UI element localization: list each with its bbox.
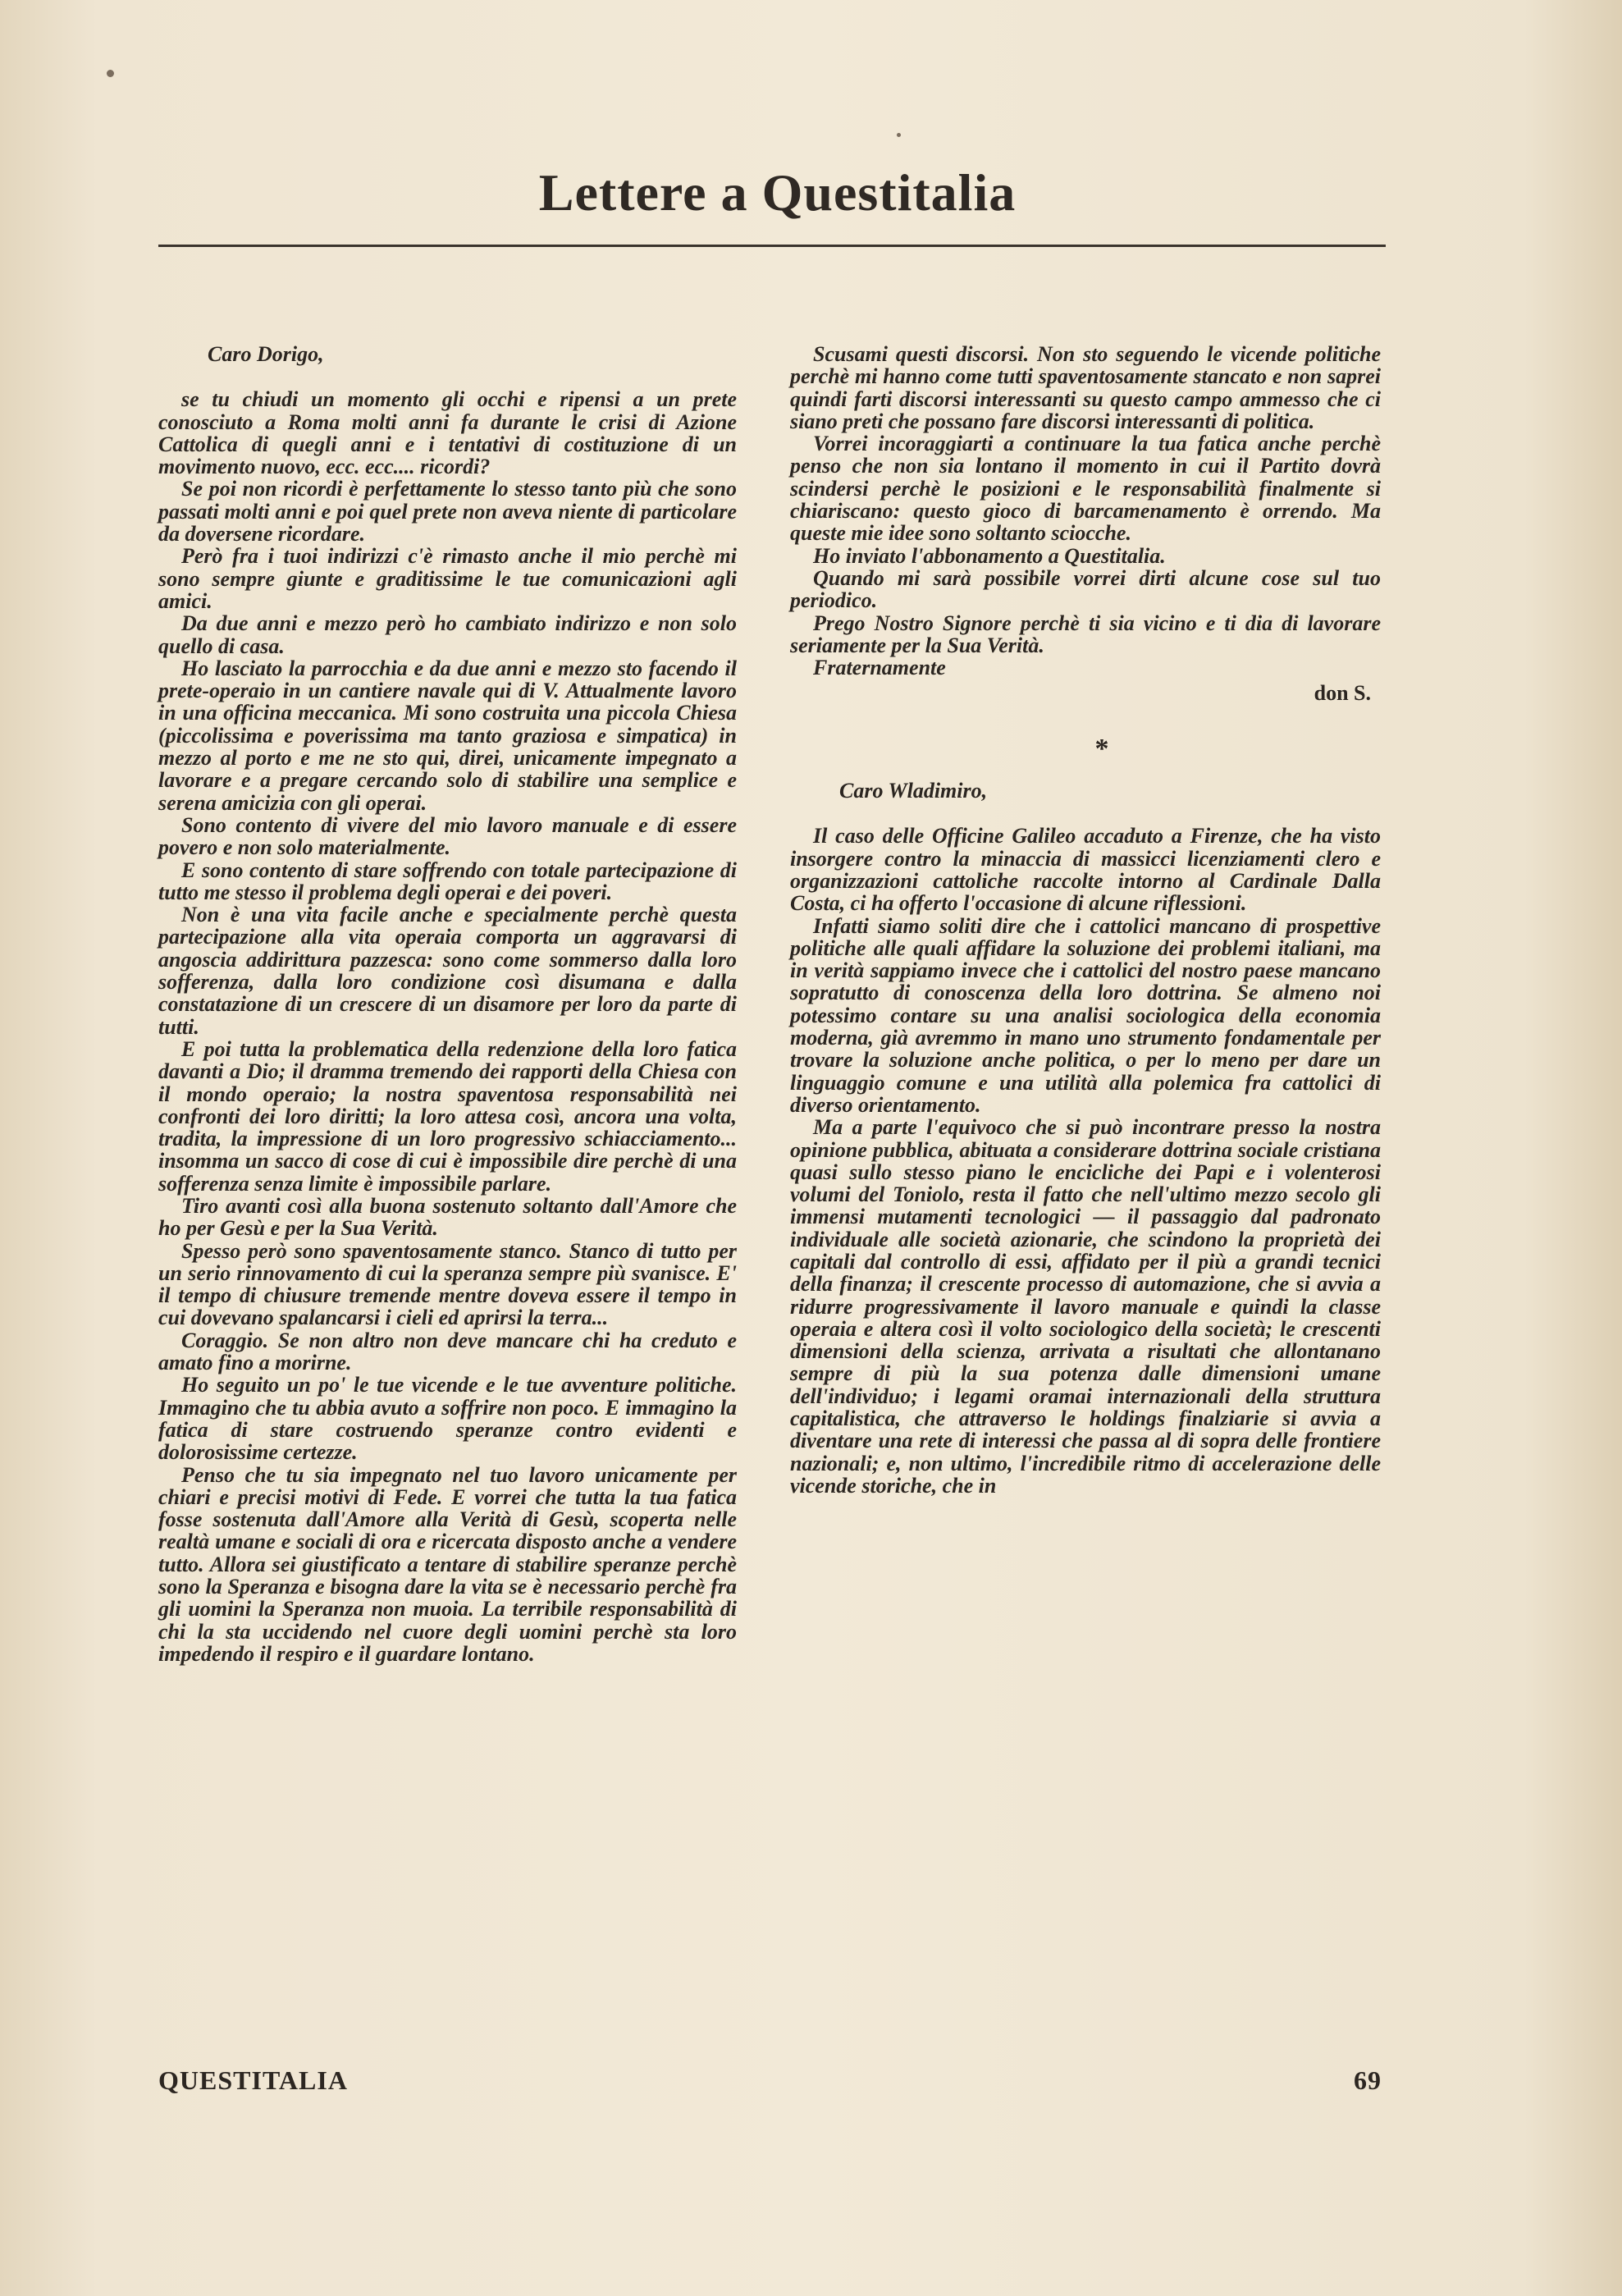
letter-2-paragraph: Il caso delle Officine Galileo accaduto a Firenze, che ha visto insorgere contro la minaccia di massicci licenziamenti clero e organizzazioni cattoliche raccolte intorno al Cardinale Dalla Costa, ci ha offerto l'occasione di alcune riflessioni. [790, 824, 1381, 916]
letter-1-paragraph: Tiro avanti così alla buona sostenuto soltanto dall'Amore che ho per Gesù e per la Sua Verità. [158, 1193, 737, 1241]
letter-1-paragraph: Però fra i tuoi indirizzi c'è rimasto anche il mio perchè mi sono sempre giunte e graditissime le tue comunicazioni agli amici. [158, 544, 737, 613]
letter-1-paragraph: Da due anni e mezzo però ho cambiato indirizzo e non solo quello di casa. [158, 611, 737, 658]
right-column [790, 343, 1381, 1497]
letter-1-paragraph: Scusami questi discorsi. Non sto seguendo le vicende politiche perchè mi hanno come tutti spaventosamente stancato e non saprei quindi farti discorsi interessanti su questo campo ammesso che ci siano preti che possano fare discorsi interessanti di politica. [790, 342, 1381, 433]
letter-1-paragraph: Non è una vita facile anche e specialmente perchè questa partecipazione alla vita operaia comporta un aggravarsi di angoscia addirittura pazzesca: sono come sommerso dalla loro sofferenza, dalla loro condizione così disumana e dalla constatazione di un crescere di un disamore per loro da parte di tutti. [158, 903, 737, 1039]
letter-1-paragraph: Ho inviato l'abbonamento a Questitalia. [813, 543, 1166, 568]
footer-page-number: 69 [1354, 2065, 1382, 2095]
letter-1-paragraph: Coraggio. Se non altro non deve mancare chi ha creduto e amato fino a morirne. [158, 1328, 737, 1375]
letter-2-paragraph: Infatti siamo soliti dire che i cattolici mancano di prospettive politiche alle quali affidare la soluzione dei problemi italiani, ma in verità sappiamo invece che i cattolici del nostro paese mancano sopratutto di conoscenza della loro dottrina. Se almeno noi potessimo contare su una analisi sociologica della economia moderna, già avremmo in mano uno strumento fondamentale per trovare la soluzione anche politica, o per lo meno per dare un linguaggio comune e una utilità alla polemica fra cattolici di diverso orientamento. [790, 913, 1381, 1117]
letter-1-closing: Fraternamente [813, 656, 946, 680]
letter-1-salutation: Caro Dorigo, [208, 342, 324, 366]
letter-1-paragraph: Ho lasciato la parrocchia e da due anni e mezzo sto facendo il prete-operaio in un cantiere navale qui di V. Attualmente lavoro in una officina meccanica. Mi sono costruita una piccola Chiesa (piccolissima e poverissima ma tanto graziosa e simpatica) in mezzo al porto e me ne sto qui, direi, unicamente impegnato a lavorare e a pregare cercando solo di stabilire una semplice e serena amicizia con gli operai. [158, 656, 737, 815]
page-title: Lettere a Questitalia [538, 163, 1017, 222]
letter-1-paragraph: se tu chiudi un momento gli occhi e ripensi a un prete conosciuto a Roma molti anni fa durante le crisi di Azione Cattolica di quegli anni e i tentativi di costituzione di un movimento nuovo, ecc. ecc.... ricordi? [158, 387, 737, 479]
letter-1-paragraph: Se poi non ricordi è perfettamente lo stesso tanto più che sono passati molti anni e poi quel prete non aveva niente di particolare da doversene ricordare. [158, 477, 737, 547]
paper-speck [107, 70, 114, 77]
title-rule [158, 245, 1386, 247]
letter-1-signature: don S. [1314, 681, 1371, 706]
section-separator: * [1094, 733, 1109, 764]
letter-1-paragraph: Sono contento di vivere del mio lavoro manuale e di essere povero e non solo materialmente. [158, 812, 737, 860]
letter-1-paragraph: E sono contento di stare soffrendo con totale partecipazione di tutto me stesso il problema degli operai e dei poveri. [158, 858, 737, 904]
letter-1-paragraph: Vorrei incoraggiarti a continuare la tua fatica anche perchè penso che non sia lontano il momento in cui il Partito dovrà scindersi perchè le posizioni e le responsabilità finalmente si chiariscano: questo gioco di barcamenamento è orrendo. Ma queste mie idee sono soltanto sciocche. [790, 432, 1381, 546]
letter-1-paragraph: Ho seguito un po' le tue vicende e le tue avventure politiche. Immagino che tu abbia avuto a soffrire non poco. E immagino la fatica di stare costruendo speranze contro evidenti e dolorosissime certezze. [158, 1373, 737, 1465]
letter-1-paragraph: Spesso però sono spaventosamente stanco. Stanco di tutto per un serio rinnovamento di cui la speranza sempre più svanisce. E' il tempo di chiusure tremende mentre doveva essere il tempo in cui dovevano spalancarsi i cieli ed aprirsi la terra... [158, 1238, 737, 1330]
letter-1-paragraph: E poi tutta la problematica della redenzione della loro fatica davanti a Dio; il dramma tremendo dei rapporti della Chiesa con il mondo operaio; la nostra spaventosa responsabilità nei confronti dei loro diritti; la loro attesa così, ancora una volta, tradita, la impressione di un loro progressivo schiacciamento... insomma un sacco di cose di cui è impossibile dire perchè di una sofferenza senza limite è impossibile parlare. [158, 1036, 737, 1196]
letter-1-paragraph: Penso che tu sia impegnato nel tuo lavoro unicamente per chiari e precisi motivi di Fede. E vorrei che tutta la tua fatica fosse sostenuta dall'Amore alla Verità di Gesù, scoperta nelle realtà umane e sociali di ora e ricercata disposto anche a vendere tutto. Allora sei giustificato a tentare di stabilire speranze perchè sono la Speranza e bisogna dare la vita se è necessario perchè fra gli uomini la Speranza non muoia. La terribile responsabilità di chi la sta uccidendo nel cuore degli uomini perchè sta loro impedendo il respiro e il guardare lontano. [158, 1462, 737, 1666]
letter-2-salutation: Caro Wladimiro, [839, 779, 988, 803]
footer-magazine-name: QUESTITALIA [158, 2065, 348, 2095]
letter-2-paragraph: Ma a parte l'equivoco che si può incontrare presso la nostra opinione pubblica, abituata a considerare dottrina sociale cristiana quasi sullo stesso piano le encicliche dei Papi e i volenterosi volumi del Toniolo, resta il fatto che nell'ultimo mezzo secolo gli immensi mutamenti tecnologici — il passaggio dal padronato individuale alle società azionarie, che scindono la proprietà dei capitali dal controllo di essi, affidato per il più a grandi tecnici della finanza; il crescente processo di automazione, che si avvia a ridurre progressivamente il lavoro manuale e quindi la classe operaia e altera così il volto sociologico della società; le crescenti dimensioni della scienza, arrivata a risultati che allontanano sempre di più la sua potenza dalle dimensioni umane dell'individuo; i legami oramai internazionali della struttura capitalistica, che attraverso le holdings finalziarie si avvia a diventare una rete di interessi che passa al di sopra delle frontiere nazionali; e, non ultimo, l'incredibile ritmo di accelerazione delle vicende storiche, che in [790, 1115, 1381, 1498]
left-column [158, 343, 737, 1665]
letter-1-paragraph: Quando mi sarà possibile vorrei dirti alcune cose sul tuo periodico. [790, 565, 1381, 613]
paper-speck [897, 133, 901, 137]
letter-1-paragraph: Prego Nostro Signore perchè ti sia vicino e ti dia di lavorare seriamente per la Sua Verità. [790, 611, 1381, 657]
